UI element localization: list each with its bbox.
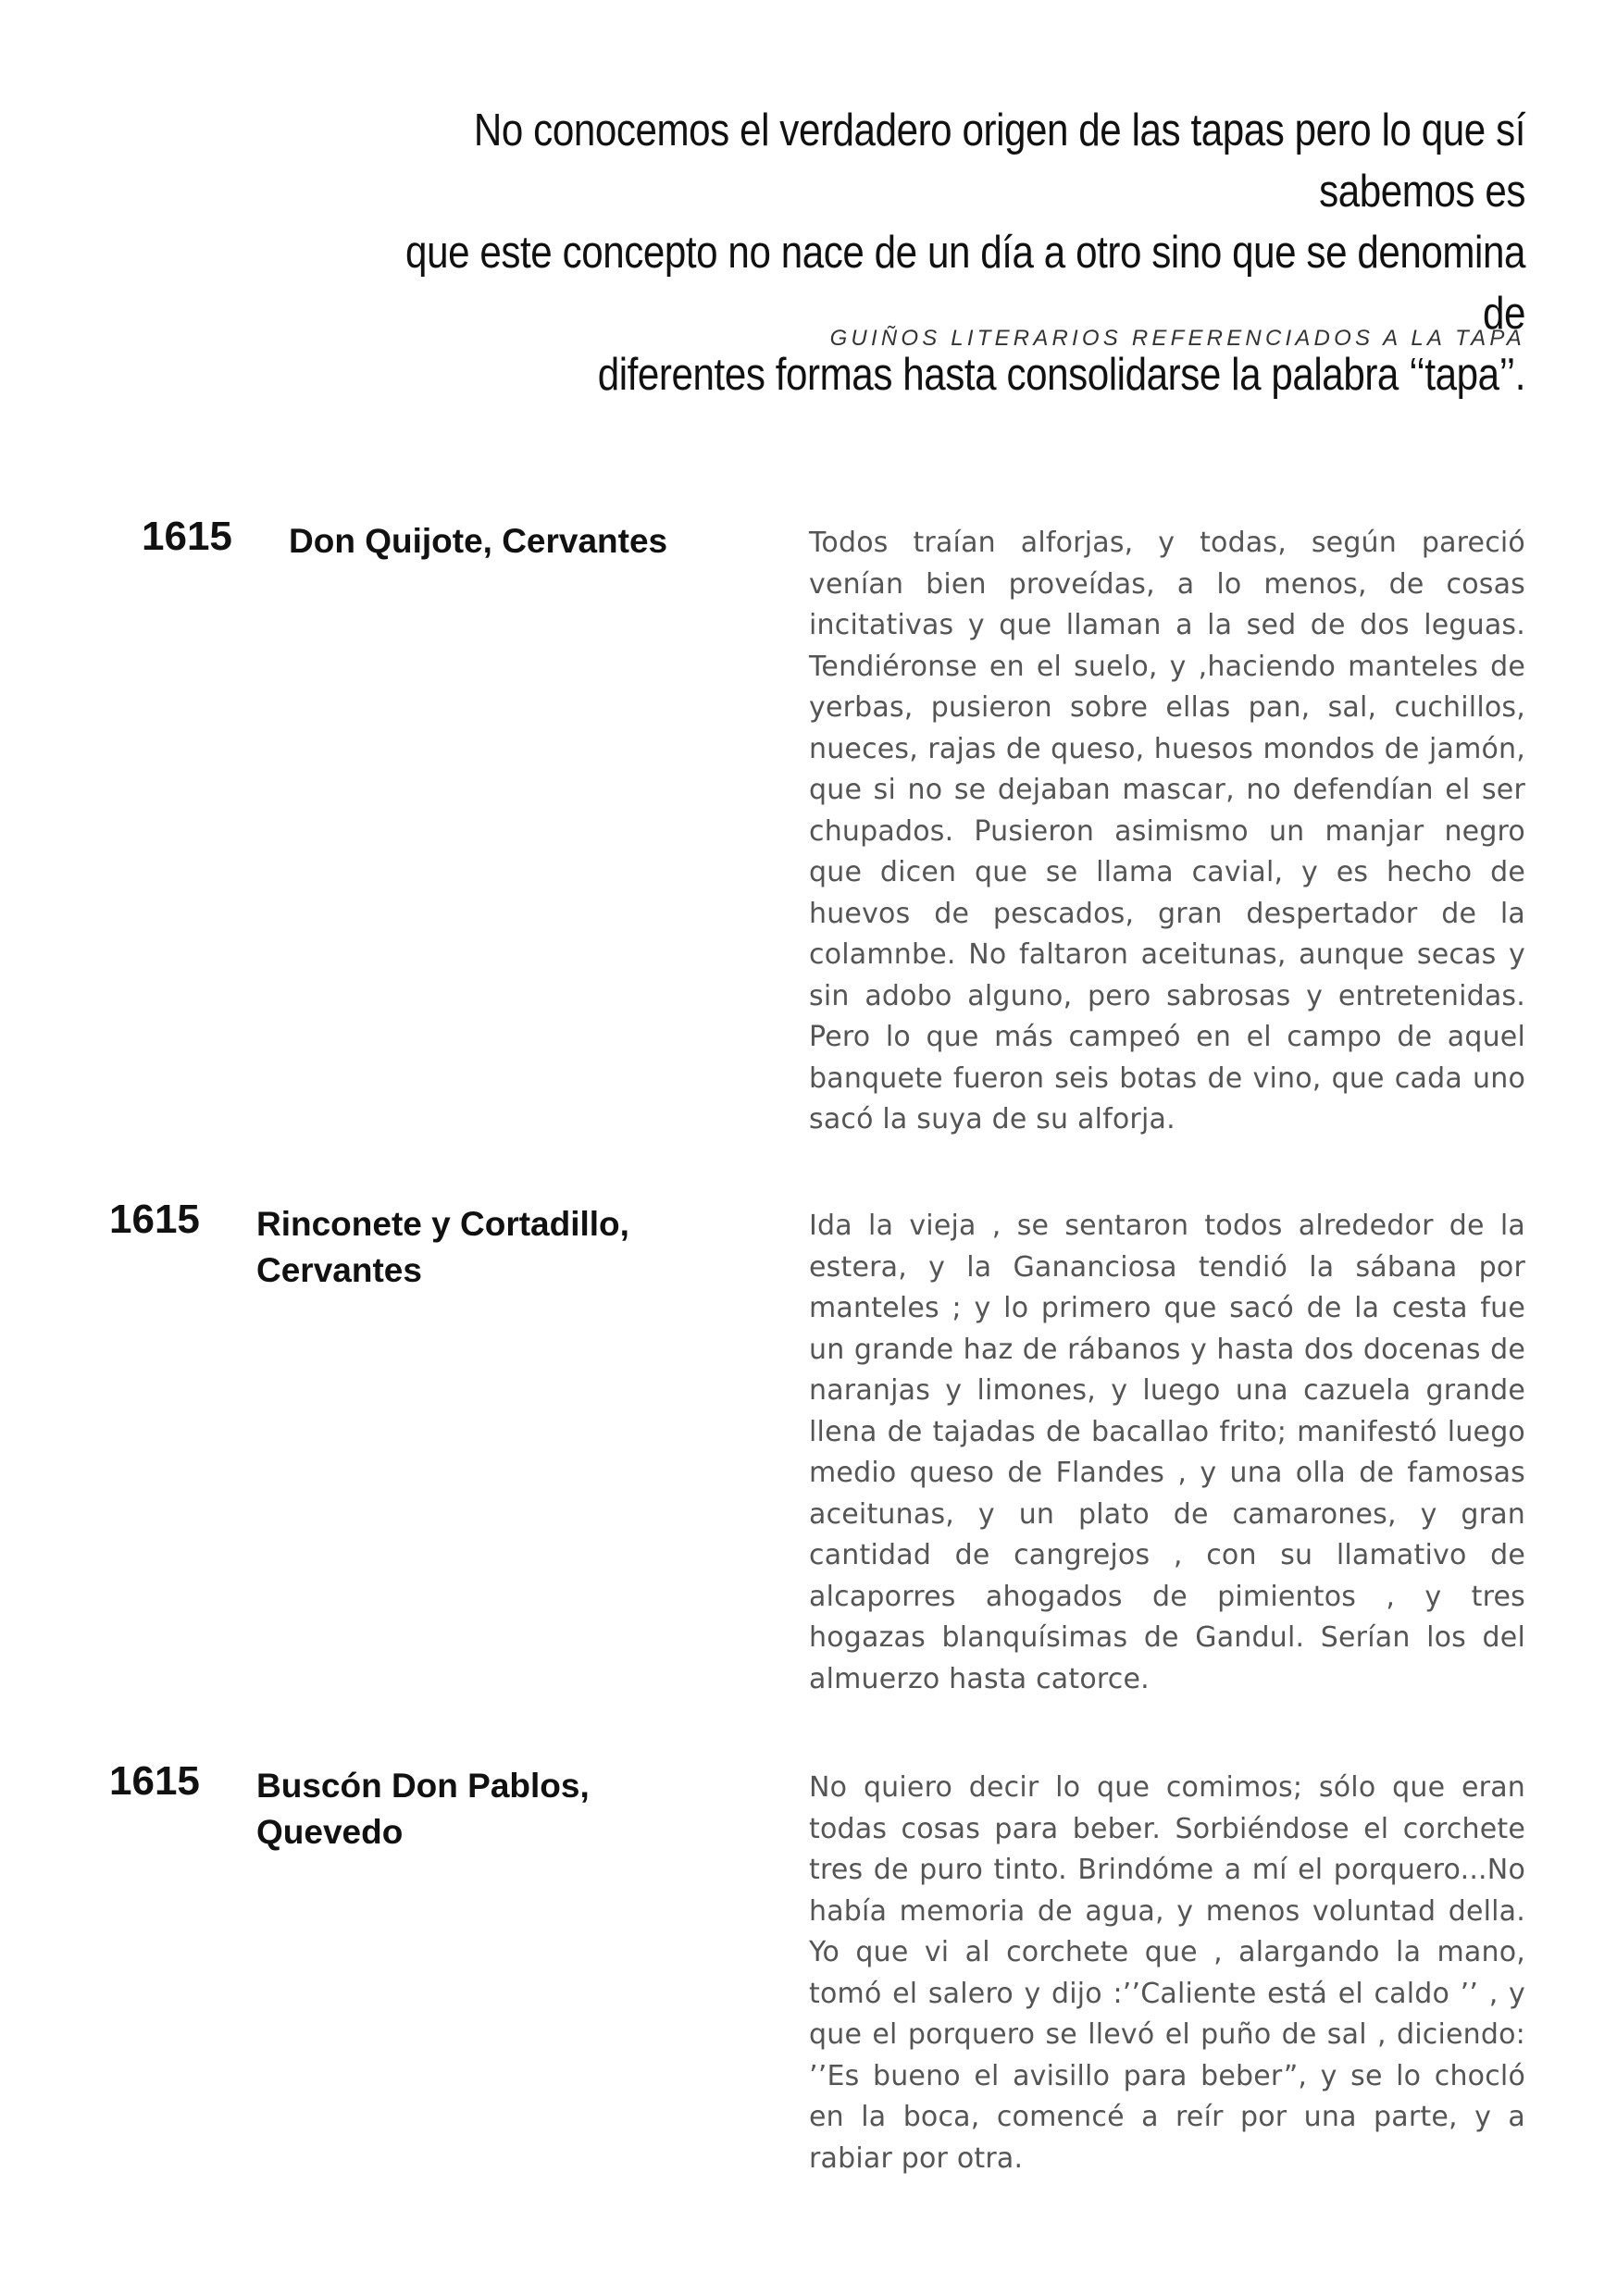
entry-work-line: Buscón Don Pablos,	[256, 1767, 590, 1805]
entry-work-line: Don Quijote, Cervantes	[289, 522, 668, 560]
entry-work-title	[289, 518, 667, 565]
entry-work-line: Cervantes	[256, 1251, 422, 1289]
intro-line: diferentes formas hasta consolidarse la palabra ‘‘tapa’’.	[597, 350, 1525, 400]
entry-quote: Todos traían alforjas, y todas, según pareció venían bien proveídas, a lo menos, de cosas incitativas y que llaman a la sed de dos leguas. Tendiéronse en el suelo, y ,haciendo manteles de yerbas, pusieron sobre ellas pan, sal, cuchillos, nueces, rajas de queso, huesos mondos de jamón, que si no se dejaban mascar, no defendían el ser chupados. Pusieron asimismo un manjar negro que dicen que se llama cavial, y es hecho de huevos de pescados, gran despertador de la colamnbe. No faltaron aceitunas, aunque secas y sin adobo alguno, pero sabrosas y entretenidas. Pero lo que más campeó en el campo de aquel banquete fueron seis botas de vino, que cada uno sacó la suya de su alforja.	[809, 527, 1525, 1136]
intro-paragraph	[357, 100, 1525, 405]
entry-quote: No quiero decir lo que comimos; sólo que eran todas cosas para beber. Sorbiéndose el corchete tres de puro tinto. Brindóme a mí el porquero...No había memoria de agua, y menos voluntad della. Yo que vi al corchete que , alargando la mano, tomó el salero y dijo :’’Caliente está el caldo ’’ , y que el porquero se llevó el puño de sal , diciendo: ’’Es bueno el avisillo para beber”, y se lo chocló en la boca, comencé a reír por una parte, y a rabiar por otra.	[809, 1771, 1525, 2175]
entry-work-title	[256, 1763, 590, 1855]
entry-work-title	[256, 1201, 629, 1294]
entry-work-line: Rinconete y Cortadillo,	[256, 1205, 629, 1243]
entry-year: 1615	[109, 1758, 200, 1804]
intro-line: No conocemos el verdadero origen de las tapas pero lo que sí sabemos es	[473, 105, 1526, 217]
entry-year: 1615	[142, 514, 232, 559]
section-subtitle: GUIÑOS LITERARIOS REFERENCIADOS A LA TAPA	[829, 326, 1525, 351]
intro-line: que este concepto no nace de un día a otro sino que se denomina de	[405, 228, 1525, 339]
entry-quote: Ida la vieja , se sentaron todos alrededor de la estera, y la Gananciosa tendió la sábana por manteles ; y lo primero que sacó de la cesta fue un grande haz de rábanos y hasta dos docenas de naranjas y limones, y luego una cazuela grande llena de tajadas de bacallao frito; manifestó luego medio queso de Flandes , y una olla de famosas aceitunas, y un plato de camarones, y gran cantidad de cangrejos , con su llamativo de alcaporres ahogados de pimientos , y tres hogazas blanquísimas de Gandul. Serían los del almuerzo hasta catorce.	[809, 1210, 1525, 1695]
entry-work-line: Quevedo	[256, 1813, 404, 1851]
entry-year: 1615	[109, 1197, 200, 1242]
